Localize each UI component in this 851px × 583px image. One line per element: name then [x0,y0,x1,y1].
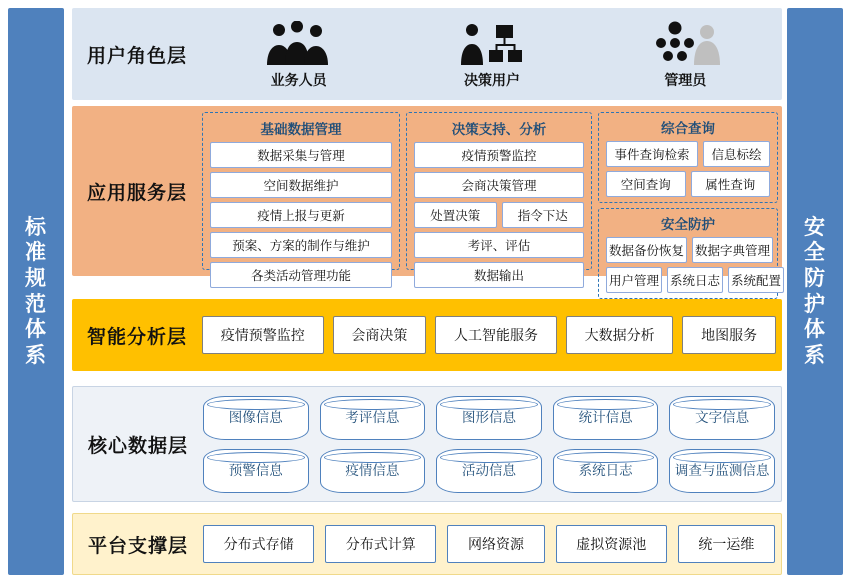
role-label: 决策用户 [463,71,520,88]
data-cylinder-label: 统计信息 [578,409,633,425]
group-decision-support-analysis [406,112,592,283]
app-chip[interactable]: 事件查询检索 [606,141,698,167]
group-row [210,142,392,168]
group-title: 综合查询 [661,121,715,136]
intelligent-analysis-items [202,316,782,354]
app-chip[interactable]: 信息标绘 [703,141,770,167]
person-org-chart-icon [458,19,526,67]
app-chip[interactable]: 数据备份恢复 [606,237,687,263]
data-cylinder-label: 图形信息 [461,409,516,425]
app-chip[interactable]: 数据输出 [414,262,584,288]
role-business-staff [224,19,374,90]
group-people-icon [263,19,335,67]
app-chip[interactable]: 空间数据维护 [210,172,392,198]
group-row [414,142,584,168]
group-items [606,141,770,197]
group-row [210,172,392,198]
app-chip[interactable]: 属性查询 [691,171,771,197]
layer-intelligent-analysis [72,299,782,371]
data-cylinder[interactable] [203,449,309,493]
intelligent-chip[interactable]: 地图服务 [682,316,776,354]
app-chip[interactable]: 各类活动管理功能 [210,262,392,288]
platform-chip[interactable]: 分布式存储 [203,525,314,563]
intelligent-chip[interactable]: 大数据分析 [566,316,674,354]
layer-core-data-title: 核心数据层 [87,435,188,457]
layer-user-roles [72,8,782,100]
group-row [606,237,770,263]
intelligent-chip[interactable]: 人工智能服务 [435,316,557,354]
data-cylinder-label: 活动信息 [461,462,516,478]
layer-user-roles-title: 用户角色层 [86,45,187,67]
group-row [414,262,584,288]
app-chip[interactable]: 会商决策管理 [414,172,584,198]
intelligent-chip[interactable]: 会商决策 [333,316,427,354]
group-row [606,267,782,293]
app-chip[interactable]: 空间查询 [606,171,686,197]
application-groups [202,112,782,288]
layer-application-services [72,106,782,288]
app-chip[interactable]: 预案、方案的制作与维护 [210,232,392,258]
group-row [606,141,770,167]
group-row [414,202,584,228]
data-cylinder[interactable] [553,449,659,493]
platform-chip[interactable]: 网络资源 [447,525,544,563]
core-data-row [203,449,775,493]
right-pillar-security-system [787,8,843,575]
layer-core-data [72,386,782,502]
app-chip[interactable]: 系统日志 [667,267,723,293]
data-cylinder[interactable] [320,449,426,493]
layer-intelligent-analysis-title: 智能分析层 [86,326,187,348]
core-data-grid [203,396,781,493]
data-cylinder[interactable] [436,449,542,493]
layer-platform-support [72,513,782,575]
group-security-protection [598,208,782,299]
data-cylinder[interactable] [320,396,426,440]
group-items [414,142,584,288]
data-cylinder-label: 系统日志 [578,462,633,478]
group-items [606,237,782,293]
group-title: 基础数据管理 [260,122,342,137]
group-row [606,171,770,197]
left-pillar-standard-system [8,8,64,575]
platform-support-items [203,525,781,563]
data-cylinder[interactable] [669,396,775,440]
data-cylinder[interactable] [669,449,775,493]
role-label: 管理员 [664,71,707,88]
role-label: 业务人员 [270,71,327,88]
layer-platform-support-title: 平台支撑层 [87,535,188,557]
app-chip[interactable]: 数据采集与管理 [210,142,392,168]
group-right-column [598,112,782,288]
role-administrator [610,19,760,90]
app-chip[interactable]: 用户管理 [606,267,662,293]
group-row [210,202,392,228]
group-title: 决策支持、分析 [451,122,547,137]
app-chip[interactable]: 指令下达 [502,202,585,228]
data-cylinder[interactable] [553,396,659,440]
app-chip[interactable]: 数据字典管理 [692,237,773,263]
group-row [414,172,584,198]
platform-chip[interactable]: 分布式计算 [325,525,436,563]
data-cylinder[interactable] [203,396,309,440]
data-cylinder-label: 图像信息 [228,409,283,425]
app-chip[interactable]: 疫情预警监控 [414,142,584,168]
group-items [210,142,392,288]
core-data-row [203,396,775,440]
group-row [414,232,584,258]
data-cylinder-label: 预警信息 [228,462,283,478]
app-chip[interactable]: 处置决策 [414,202,497,228]
data-cylinder[interactable] [436,396,542,440]
data-cylinder-label: 文字信息 [695,409,750,425]
layer-application-services-title: 应用服务层 [86,182,187,204]
app-chip[interactable]: 疫情上报与更新 [210,202,392,228]
app-chip[interactable]: 考评、评估 [414,232,584,258]
data-cylinder-label: 疫情信息 [345,462,400,478]
intelligent-chip[interactable]: 疫情预警监控 [202,316,324,354]
data-cylinder-label: 考评信息 [345,409,400,425]
group-comprehensive-query [598,112,778,203]
admin-people-icon [649,19,721,67]
data-cylinder-label: 调查与监测信息 [674,462,770,478]
platform-chip[interactable]: 统一运维 [678,525,775,563]
group-title: 安全防护 [661,217,715,232]
user-roles-list [202,8,782,100]
role-decision-user [417,19,567,90]
group-basic-data-management [202,112,400,283]
app-chip[interactable]: 系统配置 [728,267,784,293]
group-row [210,262,392,288]
group-row [210,232,392,258]
left-pillar-label: 标准规范体系 [25,215,47,367]
platform-chip[interactable]: 虚拟资源池 [556,525,667,563]
right-pillar-label: 安全防护体系 [804,215,826,367]
